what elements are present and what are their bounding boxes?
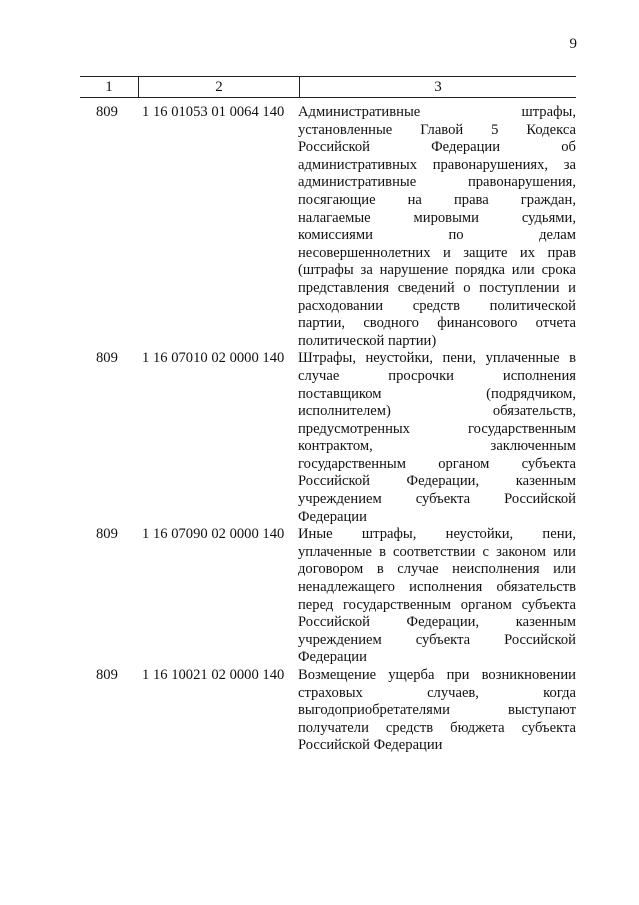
description-line: комиссиями по делам xyxy=(298,227,576,244)
description-line: страховых случаев, когда xyxy=(298,684,576,701)
description-line: предусмотренных государственным xyxy=(298,420,576,437)
description-line: установленные Главой 5 Кодекса xyxy=(298,121,576,138)
table-row xyxy=(80,104,576,350)
header-col-3: 3 xyxy=(434,78,442,95)
description-line: получатели средств бюджета субъекта xyxy=(298,719,576,736)
page-number: 9 xyxy=(569,36,577,52)
description-line: партии, сводного финансового отчета xyxy=(298,315,576,332)
description-line: уплаченные в соответствии с законом или xyxy=(298,543,576,560)
kbk-code-cell: 1 16 01053 01 0064 140 xyxy=(142,104,285,120)
table-row xyxy=(80,667,576,755)
description-line: политической партии) xyxy=(298,332,437,349)
table-body xyxy=(80,104,576,755)
description-line: выгодоприобретателями выступают xyxy=(298,702,576,719)
description-line: Российской Федерации xyxy=(298,737,443,754)
description-line: учреждением субъекта Российской xyxy=(298,631,576,648)
description-line: (штрафы за нарушение порядка или срока xyxy=(298,262,576,279)
description-cell xyxy=(298,526,576,667)
description-cell xyxy=(298,104,576,350)
admin-code-cell: 809 xyxy=(96,667,118,683)
description-line: несовершеннолетних и защите их прав xyxy=(298,244,576,261)
description-line: налагаемые мировыми судьями, xyxy=(298,209,576,226)
description-line: государственным органом субъекта xyxy=(298,455,576,472)
kbk-code-cell: 1 16 07010 02 0000 140 xyxy=(142,350,285,367)
admin-code-cell: 809 xyxy=(96,104,118,120)
table-row xyxy=(80,350,576,526)
description-line: расходовании средств политической xyxy=(298,297,576,314)
description-line: Возмещение ущерба при возникновении xyxy=(298,667,576,683)
description-line: перед государственным органом субъекта xyxy=(298,596,576,613)
admin-code-cell: 809 xyxy=(96,350,118,367)
description-line: Российской Федерации, казенным xyxy=(298,614,576,631)
description-line: Штрафы, неустойки, пени, уплаченные в xyxy=(298,350,576,367)
description-line: учреждением субъекта Российской xyxy=(298,491,576,508)
table-header xyxy=(80,76,576,98)
kbk-code-cell: 1 16 07090 02 0000 140 xyxy=(142,526,285,543)
kbk-code-cell: 1 16 10021 02 0000 140 xyxy=(142,667,285,683)
description-line: контрактом, заключенным xyxy=(298,438,576,455)
description-cell xyxy=(298,667,576,755)
description-cell xyxy=(298,350,576,526)
description-line: Российской Федерации, казенным xyxy=(298,473,576,490)
description-line: административных правонарушениях, за xyxy=(298,156,576,173)
description-line: Российской Федерации об xyxy=(298,139,576,156)
description-line: Административные штрафы, xyxy=(298,104,576,120)
description-line: посягающие на права граждан, xyxy=(298,191,576,208)
header-col-1: 1 xyxy=(80,77,139,97)
description-line: договором в случае неисполнения или xyxy=(298,561,576,578)
description-line: поставщиком (подрядчиком, xyxy=(298,385,576,402)
table-row xyxy=(80,526,576,667)
description-line: представления сведений о поступлении и xyxy=(298,279,576,296)
description-line: случае просрочки исполнения xyxy=(298,367,576,384)
admin-code-cell: 809 xyxy=(96,526,118,543)
description-line: Федерации xyxy=(298,649,367,666)
description-line: исполнителем) обязательств, xyxy=(298,403,576,420)
description-line: административные правонарушения, xyxy=(298,174,576,191)
description-line: ненадлежащего исполнения обязательств xyxy=(298,579,576,596)
header-col-2: 2 xyxy=(139,77,300,97)
description-line: Иные штрафы, неустойки, пени, xyxy=(298,526,576,543)
description-line: Федерации xyxy=(298,508,367,525)
